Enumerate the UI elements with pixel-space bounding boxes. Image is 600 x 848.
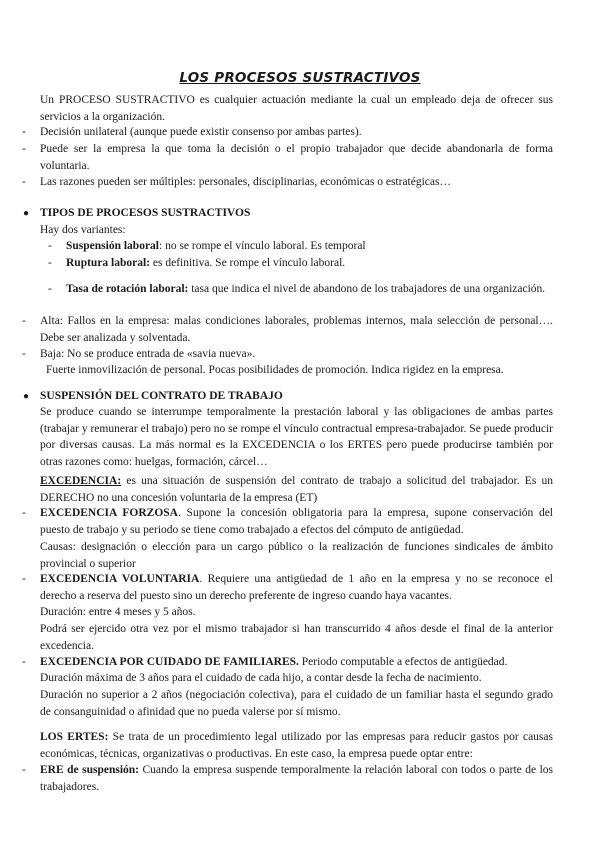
bullet-icon: ●	[23, 391, 30, 402]
suspension-label: Suspensión laboral	[66, 240, 159, 252]
voluntaria-label: EXCEDENCIA VOLUNTARIA	[40, 573, 200, 585]
dash-marker: -	[22, 143, 26, 155]
ere-suspension-text: Cuando la empresa suspende temporalmente la relación laboral con todos o parte de los trabajadores.	[40, 764, 553, 793]
excedencia-cuidado	[40, 654, 553, 671]
cuidado-label: EXCEDENCIA POR CUIDADO DE FAMILIARES.	[40, 656, 299, 668]
cuidado-text: Periodo computable a efectos de antigüedad.	[298, 656, 508, 668]
suspension-heading: SUSPENSIÓN DEL CONTRATO DE TRABAJO	[40, 390, 283, 402]
ere-suspension	[40, 762, 553, 795]
suspension-paragraph: Se produce cuando se interrumpe temporalmente la prestación laboral y las obligaciones de ambas partes (trabajar y remunerar el trabajo) pero no se rompe el vínculo contractual empresa-trabajador. Se puede producir por diversas causas. La más normal es la EXCEDENCIA o los ERTES pero puede producirse también por otras razones como: huelgas, formación, cárcel…	[40, 406, 553, 468]
ertes-label: LOS ERTES:	[40, 731, 109, 743]
voluntaria-duracion: Duración: entre 4 meses y 5 años.	[40, 606, 196, 618]
intro-item-1: Decisión unilateral (aunque puede existir consenso por ambas partes).	[40, 126, 362, 138]
dash-marker: -	[22, 348, 26, 360]
dash-marker: -	[22, 176, 26, 188]
cuidado-nosup: Duración no superior a 2 años (negociación colectiva), para el cuidado de un familiar hasta el segundo grado de consanguinidad o afinidad que no pueda valerse por sí mismo.	[40, 689, 553, 718]
ruptura-label: Ruptura laboral:	[66, 257, 151, 269]
page-title: LOS PROCESOS SUSTRACTIVOS	[179, 70, 421, 86]
forzosa-text: . Supone la concesión obligatoria para la empresa, supone conservación del puesto de trabajo y su periodo se tiene como trabajado a efectos del cómputo de antigüedad.	[40, 507, 554, 536]
tasa-alta: Alta: Fallos en la empresa: malas condiciones laborales, problemas internos, mala selección de personal…. Debe ser analizada y solventada.	[40, 315, 553, 344]
dash-marker: -	[22, 656, 26, 668]
tasa-text: tasa que indica el nivel de abandono de los trabajadores de una organización.	[188, 283, 546, 295]
ertes-text: Se trata de un procedimiento legal utilizado por las empresas para reducir gastos por causas económicas, técnicas, organizativas o productivas. En este caso, la empresa puede optar entre:	[40, 731, 553, 760]
dash-marker: -	[22, 126, 26, 138]
ere-suspension-label: ERE de suspensión:	[40, 764, 139, 776]
tipos-lead: Hay dos variantes:	[40, 224, 126, 236]
excedencia-text: es una situación de suspensión del contrato de trabajo a solicitud del trabajador. Es un DERECHO no una concesión voluntaria de la empresa (ET)	[40, 475, 553, 504]
tipos-heading: TIPOS DE PROCESOS SUSTRACTIVOS	[40, 207, 251, 219]
excedencia-voluntaria	[40, 571, 553, 604]
dash-marker: -	[22, 507, 26, 519]
ruptura-text: es definitiva. Se rompe el vínculo laboral.	[150, 257, 346, 269]
intro-text: Un PROCESO SUSTRACTIVO es cualquier actuación mediante la cual un empleado deja de ofrecer sus servicios a la organización.	[40, 94, 553, 123]
suspension-text: : no se rompe el vínculo laboral. Es temporal	[159, 240, 366, 252]
tipos-suspension-item	[66, 238, 553, 255]
bullet-icon: ●	[23, 208, 30, 219]
intro-paragraph	[40, 92, 553, 125]
intro-item-3: Las razones pueden ser múltiples: personales, disciplinarias, económicas o estratégicas…	[40, 176, 451, 188]
intro-item-2: Puede ser la empresa la que toma la decisión o el propio trabajador que decide abandonarla de forma voluntaria.	[40, 143, 553, 172]
excedencia-forzosa	[40, 505, 553, 538]
tipos-tasa-item	[66, 281, 553, 298]
dash-marker: -	[22, 764, 26, 776]
dash-marker: -	[22, 315, 26, 327]
tasa-baja: Baja: No se produce entrada de «savia nueva».	[40, 348, 256, 360]
tasa-label: Tasa de rotación laboral:	[66, 283, 189, 295]
voluntaria-text: . Requiere una antigüedad de 1 año en la empresa y no se reconoce el derecho a reserva del puesto sino un derecho preferente de ingreso cuando haya vacantes.	[40, 573, 553, 602]
forzosa-label: EXCEDENCIA FORZOSA	[40, 507, 178, 519]
dash-marker: -	[48, 240, 52, 252]
ertes-paragraph	[40, 729, 553, 762]
tasa-baja-cont: Fuerte inmovilización de personal. Pocas posibilidades de promoción. Indica rigidez en la empresa.	[46, 364, 504, 376]
forzosa-causas: Causas: designación o elección para un cargo público o la realización de funciones sindicales de ámbito provincial o superior	[40, 541, 553, 570]
dash-marker: -	[48, 257, 52, 269]
dash-marker: -	[22, 573, 26, 585]
excedencia-label: EXCEDENCIA:	[40, 475, 122, 487]
voluntaria-podra: Podrá ser ejercido otra vez por el mismo trabajador si han transcurrido 4 años desde el final de la anterior excedencia.	[40, 623, 553, 652]
cuidado-max: Duración máxima de 3 años para el cuidado de cada hijo, a contar desde la fecha de nacimiento.	[40, 672, 482, 684]
excedencia-definition	[40, 473, 553, 506]
tipos-ruptura-item	[66, 255, 553, 272]
dash-marker: -	[48, 283, 52, 295]
